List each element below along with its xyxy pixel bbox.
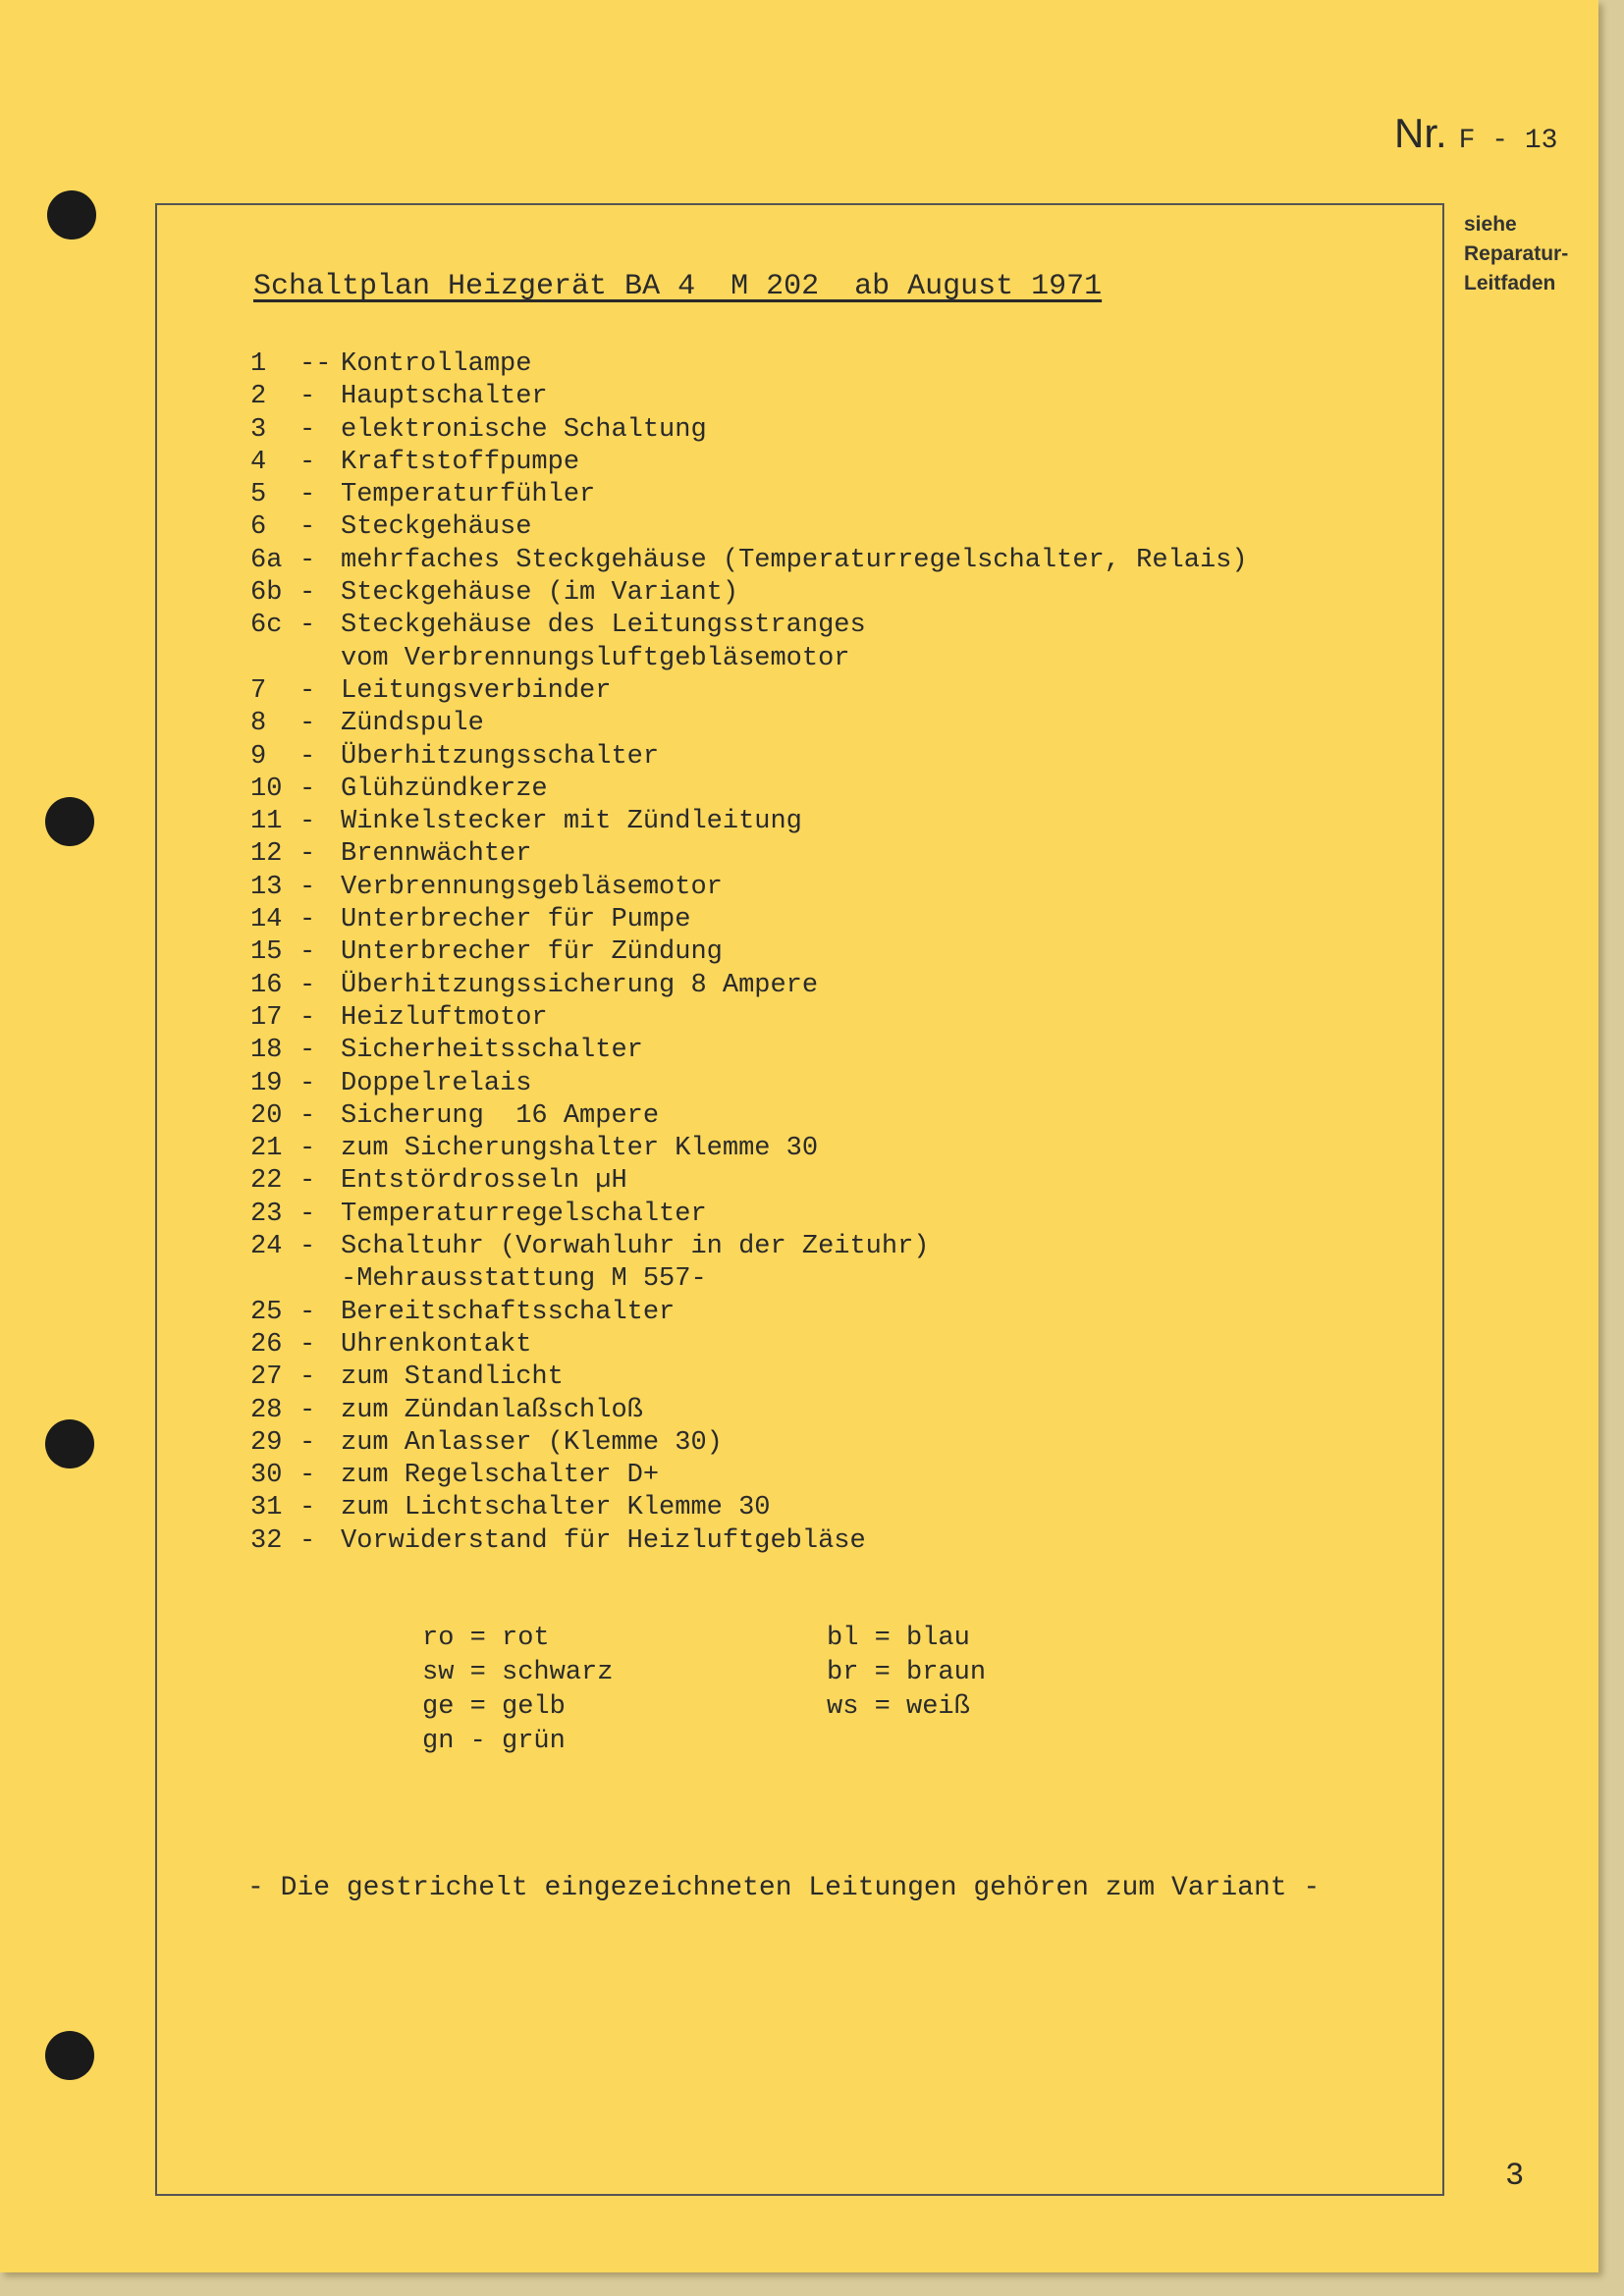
item-dash: - [299,1036,316,1066]
item-text: zum Anlasser (Klemme 30) [341,1427,723,1458]
item-number: 2 [250,382,267,412]
item-text: Temperaturregelschalter [341,1199,707,1229]
document-number [1394,110,1558,157]
list-item [250,511,1248,544]
page-number: 3 [1505,2158,1525,2194]
item-dash: - [299,675,316,706]
punch-hole [45,1419,94,1468]
item-number: 13 [250,872,283,902]
list-item [250,545,1248,577]
item-number: 32 [250,1525,283,1556]
item-dash: - [299,905,316,935]
item-text: Brennwächter [341,839,532,870]
item-number: 18 [250,1036,283,1066]
item-number: 20 [250,1100,283,1131]
item-number: 10 [250,774,283,804]
item-number: 14 [250,905,283,935]
item-number: 19 [250,1068,283,1098]
list-item [250,1329,1248,1362]
item-text: Entstördrosseln µH [341,1166,627,1197]
color-legend-right [827,1622,986,1725]
item-text: Kontrollampe [341,349,532,379]
punch-hole [45,2031,94,2080]
item-dash: - [299,1525,316,1556]
item-dash: - [299,807,316,837]
item-dash: - [299,480,316,510]
item-text: Hauptschalter [341,382,548,412]
item-dash: - [299,1068,316,1098]
list-item [250,1297,1248,1329]
item-dash: - [299,1100,316,1131]
item-dash: - [299,839,316,870]
list-item [250,447,1248,479]
list-item [250,904,1248,936]
item-number: 4 [250,447,267,477]
item-text: Bereitschaftsschalter [341,1297,676,1327]
item-text: Glühzündkerze [341,774,548,804]
item-number: 6a [250,545,283,575]
item-dash: - [299,774,316,804]
item-number: 3 [250,414,267,445]
side-note-line: Reparatur- [1464,242,1569,265]
item-number: 11 [250,807,283,837]
item-text: Winkelstecker mit Zündleitung [341,807,802,837]
side-note [1464,210,1592,298]
legend-entry: ge = gelb [422,1692,566,1722]
item-number: 23 [250,1199,283,1229]
item-dash: -- [299,349,332,379]
item-text: Temperaturfühler [341,480,596,510]
variant-note: - Die gestrichelt eingezeichneten Leitungen gehören zum Variant - [247,1873,1321,1903]
item-dash: - [299,1461,316,1491]
item-dash: - [299,1329,316,1360]
item-dash: - [299,1166,316,1197]
item-text: Heizluftmotor [341,1002,548,1033]
punch-hole [47,190,96,240]
item-dash: - [299,1199,316,1229]
item-number: 21 [250,1134,283,1164]
list-item [250,381,1248,413]
item-text: elektronische Schaltung [341,414,707,445]
item-dash: - [299,545,316,575]
list-item [250,1395,1248,1427]
list-item [250,1492,1248,1524]
item-text: zum Standlicht [341,1362,564,1393]
item-text: Unterbrecher für Zündung [341,937,723,968]
item-number: 9 [250,741,267,772]
list-item [250,708,1248,740]
item-number: 8 [250,709,267,739]
item-number: 17 [250,1002,283,1033]
item-number: 6 [250,512,267,543]
list-item [250,610,1248,642]
item-text: Steckgehäuse des Leitungsstranges [341,611,866,641]
item-text: Steckgehäuse [341,512,532,543]
item-dash: - [299,970,316,1000]
item-number: 29 [250,1427,283,1458]
side-note-line: Leitfaden [1464,272,1556,294]
item-dash: - [299,937,316,968]
item-text: Leitungsverbinder [341,675,612,706]
list-item [250,1525,1248,1558]
legend-entry: gn - grün [422,1727,566,1756]
item-number: 30 [250,1461,283,1491]
item-text: vom Verbrennungsluftgebläsemotor [341,643,850,673]
item-dash: - [299,447,316,477]
item-dash: - [299,512,316,543]
legend-entry: ro = rot [422,1624,550,1653]
doc-number-value: F - 13 [1458,126,1558,156]
list-item [250,806,1248,838]
item-text: Zündspule [341,709,484,739]
list-item [250,414,1248,447]
item-number: 6b [250,578,283,609]
list-item [250,936,1248,969]
item-dash: - [299,382,316,412]
nr-label: Nr. [1394,110,1447,156]
item-number: 15 [250,937,283,968]
list-item [250,577,1248,610]
item-dash: - [299,1232,316,1262]
item-number: 1 [250,349,267,379]
item-dash: - [299,611,316,641]
list-item [250,348,1248,381]
item-text: Überhitzungssicherung 8 Ampere [341,970,819,1000]
page-title: Schaltplan Heizgerät BA 4 M 202 ab August 1971 [253,270,1103,303]
item-number: 16 [250,970,283,1000]
list-item [250,1035,1248,1067]
item-text: Doppelrelais [341,1068,532,1098]
list-item [250,741,1248,774]
list-item [250,1002,1248,1035]
list-item [250,1165,1248,1198]
list-item [250,838,1248,871]
list-item [250,1460,1248,1492]
item-text: Kraftstoffpumpe [341,447,580,477]
item-text: Uhrenkontakt [341,1329,532,1360]
legend-entry: br = braun [827,1658,987,1687]
item-number: 6c [250,611,283,641]
punch-hole [45,797,94,846]
list-item [250,1100,1248,1133]
legend-entry: ws = weiß [827,1692,970,1722]
item-dash: - [299,1002,316,1033]
item-text: zum Regelschalter D+ [341,1461,660,1491]
item-text: Sicherheitsschalter [341,1036,643,1066]
item-dash: - [299,741,316,772]
item-number: 26 [250,1329,283,1360]
item-dash: - [299,1493,316,1523]
item-text: Steckgehäuse (im Variant) [341,578,739,609]
item-text: Sicherung 16 Ampere [341,1100,660,1131]
list-item [250,643,1248,675]
item-dash: - [299,1427,316,1458]
item-number: 12 [250,839,283,870]
list-item [250,1427,1248,1460]
legend-entry: sw = schwarz [422,1658,614,1687]
item-text: Vorwiderstand für Heizluftgebläse [341,1525,866,1556]
item-text: -Mehrausstattung M 557- [341,1264,707,1295]
item-text: zum Sicherungshalter Klemme 30 [341,1134,819,1164]
color-legend-left [422,1622,613,1759]
item-dash: - [299,709,316,739]
item-dash: - [299,1297,316,1327]
item-dash: - [299,1134,316,1164]
list-item [250,1263,1248,1296]
item-dash: - [299,1362,316,1393]
item-dash: - [299,578,316,609]
item-number: 31 [250,1493,283,1523]
list-item [250,479,1248,511]
list-item [250,774,1248,806]
parts-list [250,348,1248,1558]
list-item [250,872,1248,904]
list-item [250,1133,1248,1165]
list-item [250,675,1248,708]
item-text: zum Zündanlaßschloß [341,1395,643,1425]
item-text: zum Lichtschalter Klemme 30 [341,1493,771,1523]
item-number: 27 [250,1362,283,1393]
list-item [250,1068,1248,1100]
list-item [250,1362,1248,1394]
item-number: 22 [250,1166,283,1197]
item-text: Unterbrecher für Pumpe [341,905,691,935]
legend-entry: bl = blau [827,1624,970,1653]
list-item [250,1231,1248,1263]
item-number: 28 [250,1395,283,1425]
item-dash: - [299,872,316,902]
item-text: Überhitzungsschalter [341,741,660,772]
item-number: 25 [250,1297,283,1327]
item-number: 24 [250,1232,283,1262]
list-item [250,1199,1248,1231]
list-item [250,970,1248,1002]
item-text: Schaltuhr (Vorwahluhr in der Zeituhr) [341,1232,930,1262]
item-text: mehrfaches Steckgehäuse (Temperaturregelschalter, Relais) [341,545,1248,575]
item-number: 5 [250,480,267,510]
item-text: Verbrennungsgebläsemotor [341,872,723,902]
item-number: 7 [250,675,267,706]
side-note-line: siehe [1464,213,1517,236]
item-dash: - [299,414,316,445]
item-dash: - [299,1395,316,1425]
